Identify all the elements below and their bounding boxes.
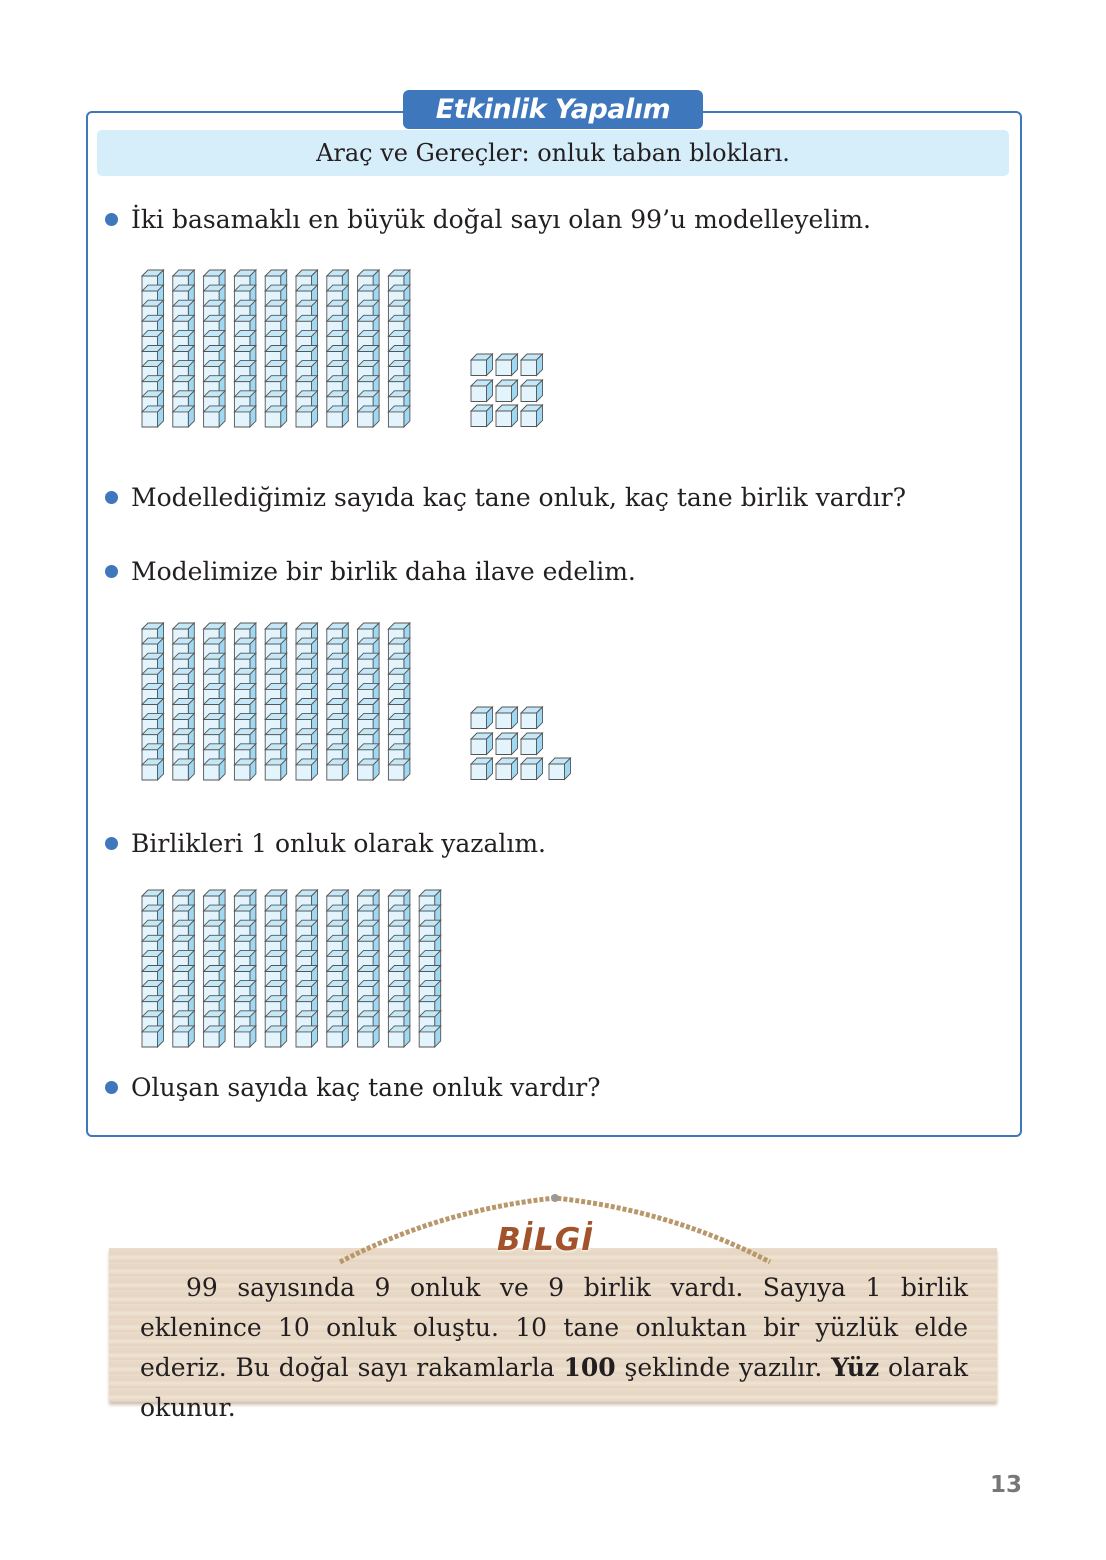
ten-rod: [173, 623, 195, 780]
ten-rod: [358, 623, 380, 780]
ten-rod: [204, 890, 226, 1047]
unit-cube: [521, 380, 543, 402]
ten-rod: [234, 623, 256, 780]
ten-rod: [204, 270, 226, 427]
ten-rod: [388, 270, 410, 427]
ten-rod: [142, 890, 164, 1047]
unit-cube: [521, 758, 543, 780]
ten-rod: [419, 890, 441, 1047]
ten-rod: [265, 623, 287, 780]
unit-cube: [521, 707, 543, 729]
unit-cube: [496, 380, 518, 402]
bilgi-title: BİLGİ: [497, 1222, 594, 1258]
bullet-item: Birlikleri 1 onluk olarak yazalım.: [105, 829, 546, 859]
ten-rod: [173, 270, 195, 427]
ten-rod: [327, 270, 349, 427]
unit-cube: [496, 354, 518, 376]
bilgi-text: 99 sayısında 9 onluk ve 9 birlik vardı. Sayıya 1 birlik eklenince 10 onluk oluştu. 10 tane onluktan bir yüzlük elde ederiz. Bu doğal sayı rakamlarla 100 şeklinde yazılır. Yüz olarak okunur.: [140, 1273, 969, 1422]
ten-rod: [388, 890, 410, 1047]
ten-rod: [358, 890, 380, 1047]
ten-rod: [265, 270, 287, 427]
ten-rod: [296, 270, 318, 427]
ten-rod: [296, 890, 318, 1047]
unit-cube: [549, 758, 571, 780]
unit-cube: [521, 405, 543, 427]
unit-cube: [471, 707, 493, 729]
activity-title: Etkinlik Yapalım: [403, 90, 703, 129]
bullet-item: Modelimize bir birlik daha ilave edelim.: [105, 557, 636, 587]
unit-cube: [496, 733, 518, 755]
ten-rod: [142, 623, 164, 780]
bullet-item: Oluşan sayıda kaç tane onluk vardır?: [105, 1073, 601, 1103]
ten-rod: [327, 623, 349, 780]
unit-cube: [471, 733, 493, 755]
unit-cube: [496, 707, 518, 729]
bullet-item: İki basamaklı en büyük doğal sayı olan 99’u modelleyelim.: [105, 205, 871, 235]
page-number: 13: [990, 1472, 1023, 1498]
unit-cube: [471, 354, 493, 376]
ten-rod: [388, 623, 410, 780]
tools-banner: Araç ve Gereçler: onluk taban blokları.: [97, 130, 1009, 176]
ten-rod: [234, 890, 256, 1047]
ten-rod: [327, 890, 349, 1047]
unit-cube: [521, 354, 543, 376]
ten-rod: [296, 623, 318, 780]
ten-rod: [204, 623, 226, 780]
ten-rod: [358, 270, 380, 427]
unit-cube: [496, 405, 518, 427]
bullet-item: Modellediğimiz sayıda kaç tane onluk, kaç tane birlik vardır?: [105, 483, 906, 513]
unit-cube: [471, 758, 493, 780]
ten-rod: [142, 270, 164, 427]
unit-cube: [496, 758, 518, 780]
ten-rod: [234, 270, 256, 427]
ten-rod: [265, 890, 287, 1047]
unit-cube: [471, 380, 493, 402]
unit-cube: [471, 405, 493, 427]
unit-cube: [521, 733, 543, 755]
ten-rod: [173, 890, 195, 1047]
